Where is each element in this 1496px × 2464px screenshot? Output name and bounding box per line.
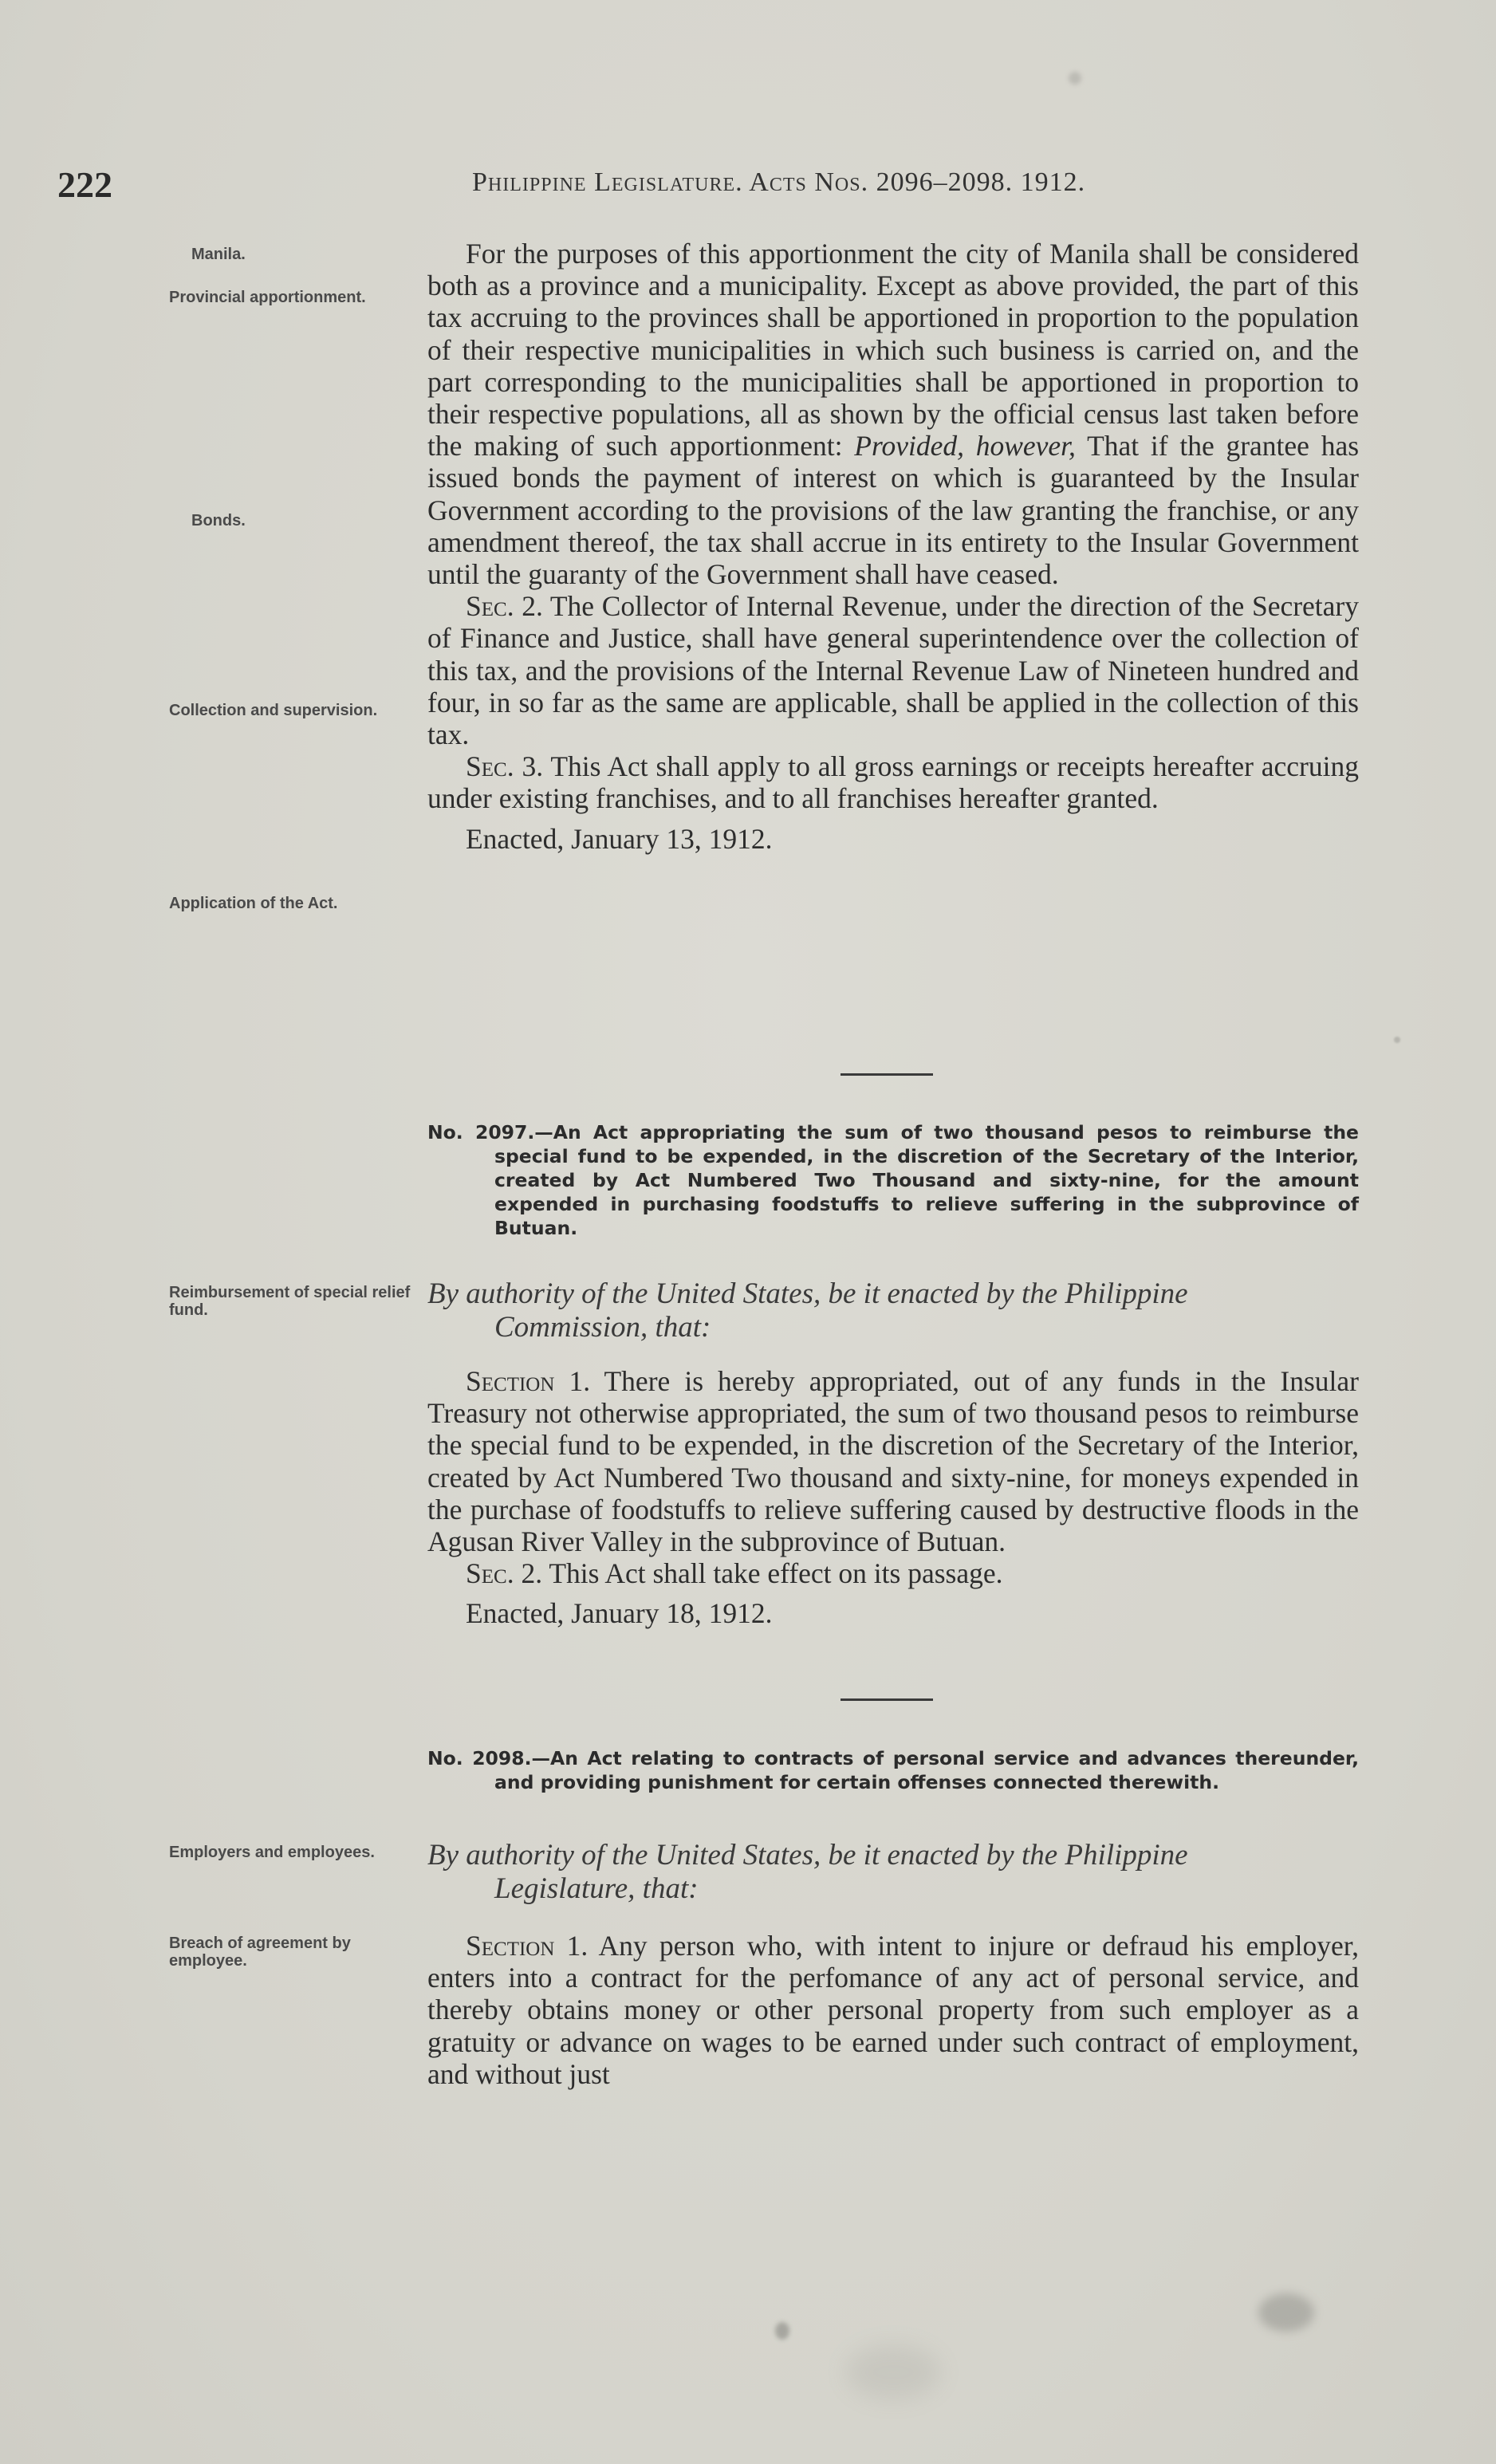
scan-speck xyxy=(845,2344,941,2400)
paragraph-apportionment xyxy=(427,238,1359,590)
margin-note-collection-supervision: Collection and supervision. xyxy=(169,702,378,719)
margin-note-provincial-apportionment: Provincial apportionment. xyxy=(169,289,366,306)
enacted-date-2096: Enacted, January 13, 1912. xyxy=(466,822,773,855)
scan-speck xyxy=(1258,2293,1314,2332)
section-divider-2 xyxy=(841,1698,933,1701)
paragraph-sec-3 xyxy=(427,750,1359,814)
section-2-label: Sec. 2. xyxy=(466,1557,543,1590)
sec-3-label: Sec. 3. xyxy=(466,750,544,783)
act-2096-body xyxy=(427,238,1359,855)
margin-note-reimbursement: Reimbursement of special relief fund. xyxy=(169,1284,411,1319)
act-2097-enacting-clause xyxy=(427,1277,1359,1344)
proviso-label: Provided, however, xyxy=(854,430,1076,462)
sec-2-text: The Collector of Internal Revenue, under the direction of the Secretary of Finance and Justice, shall have general superintendence over the collection of this tax, and the provisions of the Internal Revenue Law of Nineteen hundred and four, in so far as the same are applicable, shall be applied in the collection of this tax. xyxy=(427,590,1359,751)
section-1-label: Section 1. xyxy=(466,1930,589,1962)
enacting-clause-line-1: By authority of the United States, be it enacted by the Philippine xyxy=(427,1277,1188,1310)
scan-speck xyxy=(1069,72,1081,85)
act-2098-title: No. 2098.—An Act relating to contracts of personal service and advances thereunder, and providing punishment for certain offenses connected therewith. xyxy=(427,1747,1359,1793)
act-2098-enacting-clause xyxy=(427,1839,1359,1906)
act-2098-body xyxy=(427,1930,1359,2090)
section-1-text: Any person who, with intent to injure or defraud his employer, enters into a contract for the perfomance of any act of personal service, and thereby obtains money or other personal property from such employer as a gratuity or advance on wages to be earned under such contract of employment, and without just xyxy=(427,1930,1359,2090)
margin-note-employers-employees: Employers and employees. xyxy=(169,1844,375,1861)
margin-note-bonds: Bonds. xyxy=(191,512,246,529)
apportionment-text: For the purposes of this apportionment the city of Manila shall be considered both as a province and a municipality. Except as above provided, the part of this tax accruing to the provinces shall be apportioned in proportion to the population of their respective municipalities in which such business is carried on, and the part corresponding to the municipalities shall be apportioned in proportion to their respective populations, all as shown by the official census last taken before the making of such apportionment: xyxy=(427,238,1359,462)
proviso-text: That if the grantee has issued bonds the payment of interest on which is guaranteed by the Insular Government according to the provisions of the law granting the franchise, or any amendment thereof, the tax shall accrue in its entirety to the Insular Government until the guaranty of the Government shall have ceased. xyxy=(427,430,1360,591)
sec-2-label: Sec. 2. xyxy=(466,590,543,623)
scan-speck xyxy=(775,2322,789,2340)
paragraph-sec-2 xyxy=(427,590,1359,750)
enacting-clause-line-2: Legislature, that: xyxy=(494,1872,699,1905)
act-2097-heading xyxy=(427,1120,1359,1240)
sec-3-text: This Act shall apply to all gross earnings or receipts hereafter accruing under existing franchises, and to all franchises hereafter granted. xyxy=(427,750,1359,815)
section-1-label: Section 1. xyxy=(466,1365,591,1397)
enacting-clause-line-2: Commission, that: xyxy=(494,1311,711,1344)
margin-note-application-of-act: Application of the Act. xyxy=(169,895,338,912)
act-2097-title: No. 2097.—An Act appropriating the sum of two thousand pesos to reimburse the special fund to be expended, in the discretion of the Secretary of the Interior, created by Act Numbered Two Thousand and sixty-nine, for the amount expended in purchasing foodstuffs to relieve suffering in the subprovince of Butuan. xyxy=(427,1121,1359,1239)
running-head: Philippine Legislature. Acts Nos. 2096–2098. 1912. xyxy=(472,167,1086,197)
act-2097-body xyxy=(427,1365,1359,1630)
act-2097-section-2 xyxy=(427,1557,1359,1589)
section-1-text: There is hereby appropriated, out of any funds in the Insular Treasury not otherwise appropriated, the sum of two thousand pesos to reimburse the special fund to be expended, in the discretion of the Secretary of the Interior, created by Act Numbered Two thousand and sixty-nine, for moneys expended in the purchase of foodstuffs to relieve suffering caused by destructive floods in the Agusan River Valley in the subprovince of Butuan. xyxy=(427,1365,1359,1558)
act-2097-section-1 xyxy=(427,1365,1359,1557)
act-2098-section-1 xyxy=(427,1930,1359,2090)
act-2098-heading xyxy=(427,1746,1359,1794)
enacting-clause-line-1: By authority of the United States, be it enacted by the Philippine xyxy=(427,1839,1188,1872)
margin-note-breach-of-agreement: Breach of agreement by employee. xyxy=(169,1935,351,1970)
section-divider-1 xyxy=(841,1073,933,1076)
page-number: 222 xyxy=(57,164,112,205)
margin-note-manila: Manila. xyxy=(191,246,246,263)
enacted-date-2097: Enacted, January 18, 1912. xyxy=(466,1597,773,1630)
scan-speck xyxy=(1394,1037,1400,1043)
section-2-text: This Act shall take effect on its passage. xyxy=(549,1557,1003,1590)
